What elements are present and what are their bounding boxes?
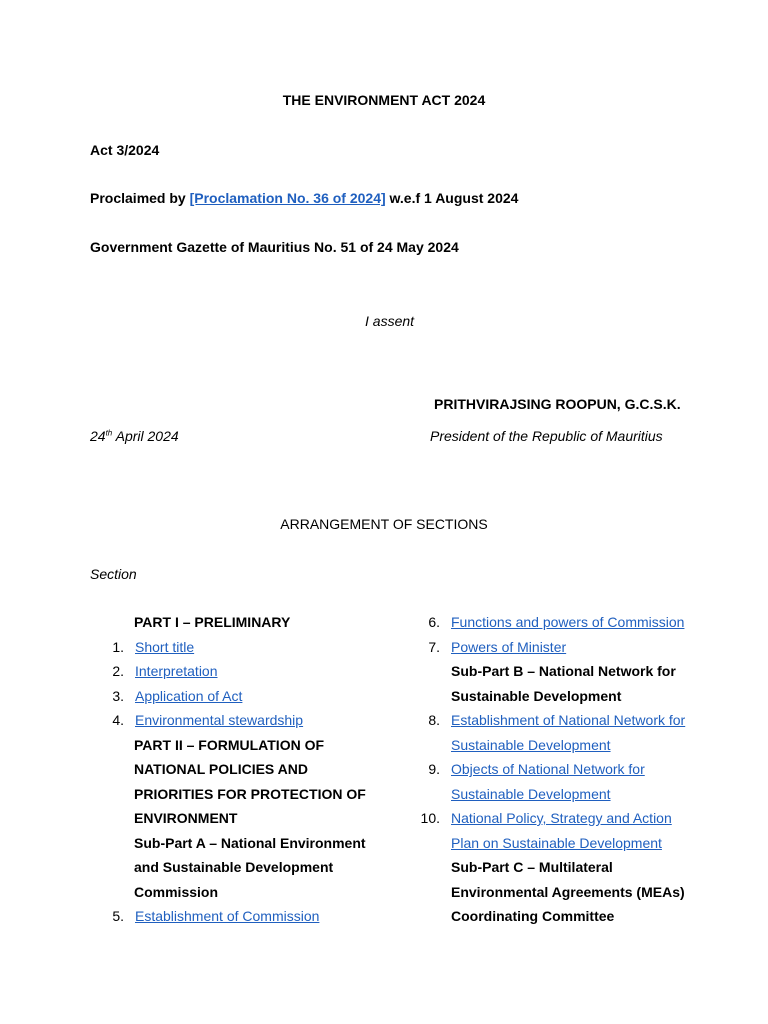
toc-entry[interactable] <box>400 759 768 784</box>
toc-entry[interactable] <box>400 612 768 637</box>
section-number: 9. <box>428 761 440 777</box>
section-number: 1. <box>112 638 124 655</box>
toc-entry <box>0 759 400 784</box>
toc-entry[interactable] <box>400 735 768 760</box>
toc-entry <box>0 857 400 882</box>
part-heading: Coordinating Committee <box>451 908 615 924</box>
part-heading: ENVIRONMENT <box>134 810 238 826</box>
section-link[interactable]: Establishment of Commission <box>135 908 320 924</box>
part-heading: Commission <box>134 883 219 900</box>
section-number: 5. <box>112 908 124 924</box>
date-day: 24 <box>90 428 106 444</box>
toc-entry[interactable] <box>0 710 400 735</box>
section-number: 4. <box>112 712 124 728</box>
proclaimed-suffix: w.e.f 1 August 2024 <box>389 190 519 206</box>
section-link[interactable]: Establishment of National Network for <box>451 712 686 728</box>
toc-entry[interactable] <box>400 637 768 662</box>
signatory-title: President of the Republic of Mauritius <box>430 428 663 444</box>
section-number: 6. <box>428 614 440 630</box>
section-link[interactable]: National Policy, Strategy and Action <box>451 810 672 826</box>
toc-entry <box>0 735 400 760</box>
toc-entry <box>400 906 768 931</box>
section-link[interactable]: Powers of Minister <box>451 638 567 655</box>
toc-entry[interactable] <box>0 661 400 686</box>
toc-entry <box>0 833 400 858</box>
act-title: THE ENVIRONMENT ACT 2024 <box>282 92 486 108</box>
section-link[interactable]: Plan on Sustainable Development <box>451 834 662 851</box>
part-heading: Sub-Part C – Multilateral <box>451 859 613 875</box>
section-link[interactable]: Environmental stewardship <box>135 712 304 728</box>
toc-entry[interactable] <box>0 686 400 711</box>
section-link[interactable]: Short title <box>135 638 195 655</box>
date-rest: April 2024 <box>115 428 179 444</box>
part-heading: Sub-Part B – National Network for <box>451 663 676 679</box>
toc-entry <box>0 612 400 637</box>
toc-entry <box>400 686 768 711</box>
part-heading: and Sustainable Development <box>134 859 334 875</box>
part-heading: Environmental Agreements (MEAs) <box>451 883 685 900</box>
toc-entry <box>0 784 400 809</box>
toc-entry[interactable] <box>0 637 400 662</box>
assent-date <box>90 428 179 445</box>
section-label: Section <box>90 566 137 582</box>
toc-entry <box>0 882 400 907</box>
toc-entry <box>400 857 768 882</box>
toc-entry <box>0 808 400 833</box>
section-number: 2. <box>112 663 124 679</box>
part-heading: PRIORITIES FOR PROTECTION OF <box>134 785 366 802</box>
toc-entry[interactable] <box>400 710 768 735</box>
toc-entry[interactable] <box>400 784 768 809</box>
proclaimed-prefix: Proclaimed by <box>90 190 186 206</box>
part-heading: NATIONAL POLICIES AND <box>134 761 308 777</box>
proclamation-link[interactable]: [Proclamation No. 36 of 2024] <box>189 190 386 206</box>
toc-entry[interactable] <box>0 906 400 931</box>
toc-entry <box>400 882 768 907</box>
arrangement-heading: ARRANGEMENT OF SECTIONS <box>280 516 488 532</box>
part-heading: Sub-Part A – National Environment <box>134 834 366 851</box>
section-link[interactable]: Sustainable Development <box>451 785 611 802</box>
section-link[interactable]: Sustainable Development <box>451 736 611 753</box>
toc-left-column <box>0 612 400 931</box>
toc-entry[interactable] <box>400 808 768 833</box>
section-link[interactable]: Application of Act <box>135 687 243 704</box>
signatory-name: PRITHVIRAJSING ROOPUN, G.C.S.K. <box>434 396 681 412</box>
part-heading: PART II – FORMULATION OF <box>134 736 325 753</box>
section-number: 8. <box>428 712 440 728</box>
act-number: Act 3/2024 <box>90 142 160 158</box>
section-number: 10. <box>420 810 440 826</box>
section-link[interactable]: Interpretation <box>135 663 218 679</box>
section-number: 7. <box>428 638 440 655</box>
toc-entry <box>400 661 768 686</box>
toc-entry[interactable] <box>400 833 768 858</box>
assent-text: I assent <box>365 313 415 329</box>
toc-right-column <box>400 612 768 931</box>
part-heading: PART I – PRELIMINARY <box>134 614 291 630</box>
date-ordinal: th <box>105 428 113 438</box>
section-number: 3. <box>112 687 124 704</box>
proclamation-line <box>90 190 518 207</box>
part-heading: Sustainable Development <box>451 687 622 704</box>
gazette-reference: Government Gazette of Mauritius No. 51 of 24 May 2024 <box>90 239 459 255</box>
section-link[interactable]: Functions and powers of Commission <box>451 614 685 630</box>
section-link[interactable]: Objects of National Network for <box>451 761 645 777</box>
